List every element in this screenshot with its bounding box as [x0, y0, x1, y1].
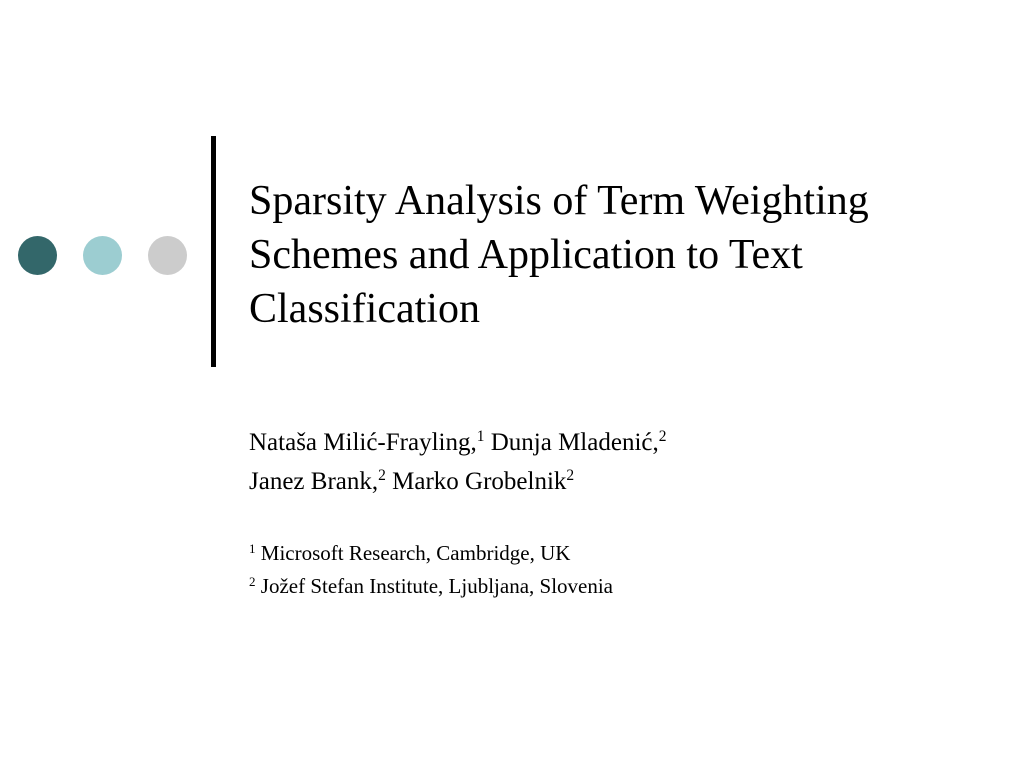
author-name: Marko Grobelnik: [392, 468, 567, 495]
decorative-dot-dark: [18, 236, 57, 275]
author-name: Janez Brank,: [249, 468, 379, 495]
decorative-dot-gray: [148, 236, 187, 275]
author-list: [249, 425, 667, 503]
author-affiliation-number: 2: [566, 467, 575, 485]
slide-title: [249, 174, 999, 336]
slide-title-line: Classification: [249, 286, 480, 332]
affiliation-text: Microsoft Research, Cambridge, UK: [260, 541, 571, 565]
author-affiliation-number: 1: [476, 428, 485, 446]
affiliation-number: 1: [249, 540, 256, 556]
slide-title-line: Schemes and Application to Text: [249, 232, 803, 278]
affiliation-text: Jožef Stefan Institute, Ljubljana, Slovenia: [260, 574, 614, 598]
author-name: Nataša Milić-Frayling,: [249, 429, 477, 456]
affiliation-number: 2: [249, 573, 256, 589]
affiliation-line: [249, 571, 613, 604]
affiliation-list: [249, 538, 613, 604]
title-divider-bar: [211, 136, 216, 367]
author-line: [249, 464, 667, 503]
slide-title-line: Sparsity Analysis of Term Weighting: [249, 178, 869, 224]
affiliation-line: [249, 538, 613, 571]
author-line: [249, 425, 667, 464]
decorative-dot-light: [83, 236, 122, 275]
author-affiliation-number: 2: [658, 428, 667, 446]
author-name: Dunja Mladenić,: [490, 429, 659, 456]
author-affiliation-number: 2: [378, 467, 386, 485]
